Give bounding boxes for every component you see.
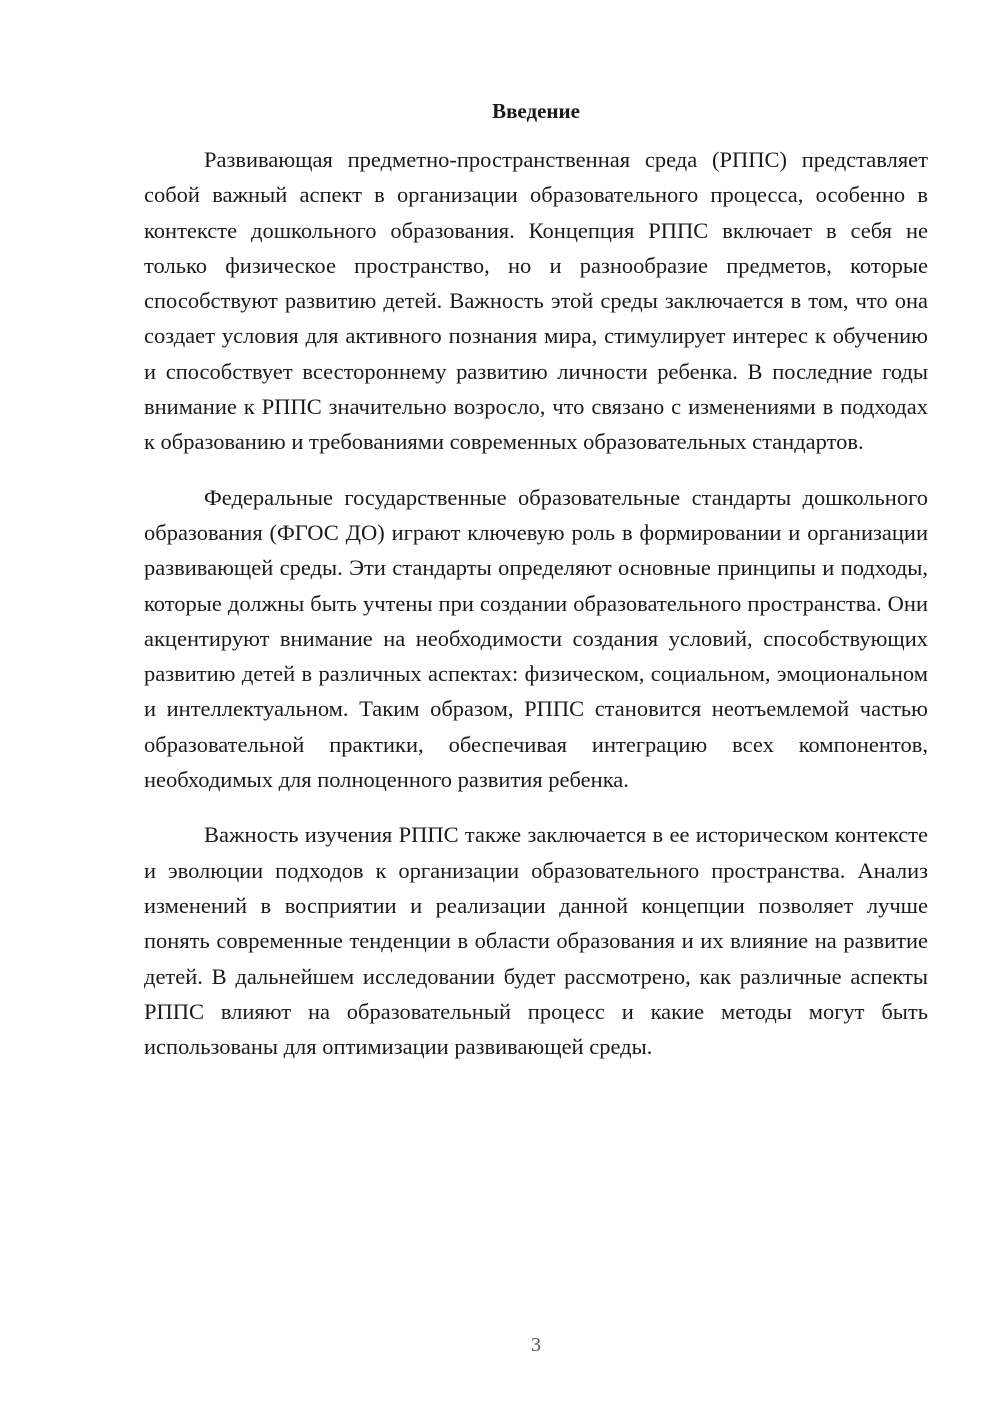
paragraph-3: Важность изучения РППС также заключается в ее историческом контексте и эволюции подходов к организации образовательного пространства. Анализ изменений в восприятии и реализации данной концепции позволяет лучше понять современные тенденции в области образования и их влияние на развитие детей. В дальнейшем исследовании будет рассмотрено, как различные аспекты РППС влияют на образовательный процесс и какие методы могут быть использованы для оптимизации развивающей среды. bbox=[144, 822, 928, 1060]
paragraph-1: Развивающая предметно-пространственная среда (РППС) представляет собой важный аспект в организации образовательного процесса, особенно в контексте дошкольного образования. Концепция РППС включает в себя не только физическое пространство, но и разнообразие предметов, которые способствуют развитию детей. Важность этой среды заключается в том, что она создает условия для активного познания мира, стимулирует интерес к обучению и способствует всестороннему развитию личности ребенка. В последние годы внимание к РППС значительно возросло, что связано с изменениями в подходах к образованию и требованиями современных образовательных стандартов. bbox=[144, 147, 928, 455]
page-number: 3 bbox=[531, 1334, 541, 1356]
paragraph-2: Федеральные государственные образовательные стандарты дошкольного образования (ФГОС ДО) играют ключевую роль в формировании и организации развивающей среды. Эти стандарты определяют основные принципы и подходы, которые должны быть учтены при создании образовательного пространства. Они акцентируют внимание на необходимости создания условий, способствующих развитию детей в различных аспектах: физическом, социальном, эмоциональном и интеллектуальном. Таким образом, РППС становится неотъемлемой частью образовательной практики, обеспечивая интеграцию всех компонентов, необходимых для полноценного развития ребенка. bbox=[144, 484, 928, 793]
section-heading: Введение bbox=[492, 99, 580, 123]
body-text bbox=[144, 142, 928, 1084]
